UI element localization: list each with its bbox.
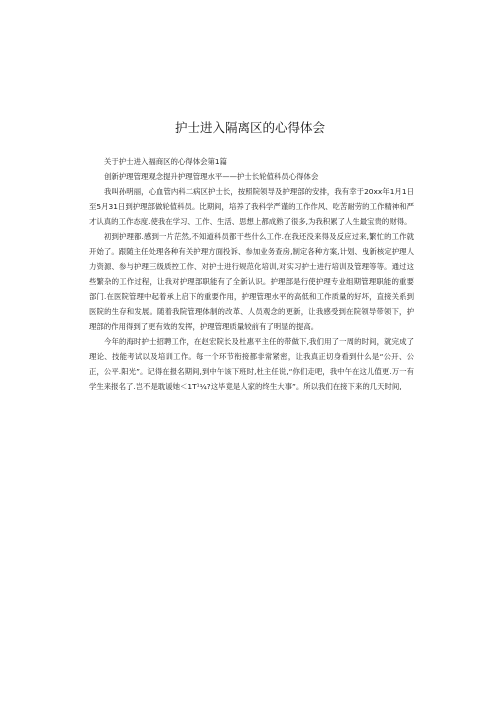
paragraph: 我叫孙明丽，心血管内科二病区护士长，按照院领导及护理部的安排，我有幸于20xx年1月1日至5月31日到护理部做轮值科员。比期间，培养了我科学严谨的工作作风、吃苦耐劳的工作精神和严才认真的工作态度.使我在学习、工作、生活、思想上都成熟了很多,为我积累了人生最宝贵的财得。: [89, 187, 414, 226]
paragraph: 今年的海时护士招聘工作，在赵宏院长及杜惠平主任的带做下,我们用了一周的时间，就完成了理论、技能考试以及培训工作。每一个环节衔接都非常紧密，让我真正切身看到什么是“公开、公正，公平.阳光”。记得在报名期间,到中午该下班时,杜主任说,“你们走吧，我中午在这儿值更.万一有学生来报名了.岂不是耽谖她＜1T¹¼?这毕竟是人家的终生大事”。所以我们在接下来的几天时间,: [89, 337, 414, 391]
paragraph-subtitle: 关于护士进入福商区的心得体会第1篇: [104, 157, 227, 166]
paragraph: 初到护理都.感到一片茫然,不知道科员都干些什么工作.在我还没来得及反应过来,繁忙的工作就开始了。跟随主任处理各种有关护理方面投诉、参加业务查房,制定各种方案,计划、曳新核定护理人力资源、参与护理三级质控工作、对护士进行规范化培训,对实习护士进行培训及管理等等。通过这些繁杂的工作过程，让我对护理部职能有了全新认识。护理部是行使护理专业组期管理职能的重要部门.在医院管理中起着承上启下的重要作用，护理管理水平的高低和工作质量的好坏，直接关系到医院的生存和发展。随着我院管理体制的改革、人员观念的更新，让我感受到在院领导带领下，护理部的作用得到了更有效的发挥，护理管理质量较前有了明显的提高。: [89, 232, 414, 331]
paragraph-heading: 创新护理管理观念提升护理管理水平——护士长轮值科员心得体会: [104, 172, 319, 181]
document-title: 护士进入隔离区的心得体会: [174, 120, 325, 135]
document-body: [89, 154, 414, 394]
